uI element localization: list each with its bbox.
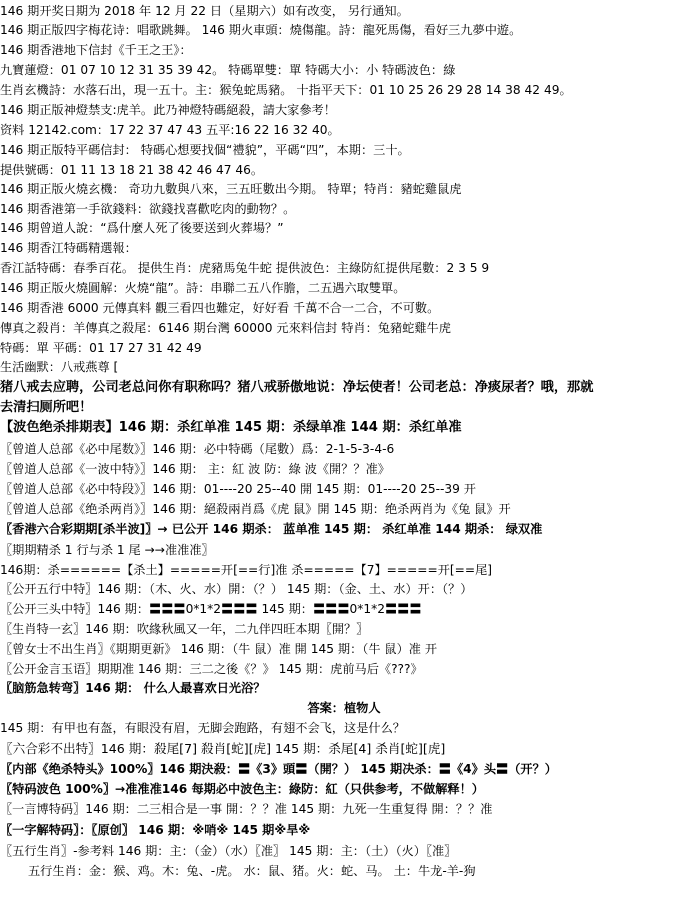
text-line: 〖五行生肖〗-参考料 146 期：主：（金）（水）〖准〗 145 期：主：（土）（火）〖准〗 (0, 844, 457, 858)
text-line: 〖公开五行中特〗146 期：（木、火、水）開：（？） 145 期：（金、土、水）开：（？） (0, 582, 473, 596)
text-line: 答案：植物人 (307, 701, 381, 715)
text-line: 146 期正版特平碼信封： 特碼心想要找個“禮貌”，平碼“四”，本期：三十。 (0, 143, 410, 157)
text-line: 〖特码波色 100%〗→准准准146 每期必中波色主：綠防：紅（只供参考，不做解释！） (0, 782, 484, 796)
text-line: 146 期正版神燈禁支:虎羊。此乃神燈特碼絕殺，請大家參考！ (0, 103, 336, 117)
text-line: 〖脑筋急转弯〗146 期： 什么人最喜欢日光浴？ (0, 681, 266, 695)
text-line: 〖曾道人总部《必中特段》〗146 期：01----20 25--40 開 145 期：01----20 25--39 开 (0, 482, 476, 496)
text-line: 〖曾道人总部《必中尾数》〗146 期：必中特碼（尾數）爲：2-1-5-3-4-6 (0, 442, 395, 456)
text-line: 〖曾道人总部《一波中特》〗146 期： 主：紅 波 防：綠 波《開？？准》 (0, 462, 390, 476)
text-line: 〖生肖特一玄〗146 期：吹緣秋風又一年，二九伴四旺本期〖開？〗 (0, 622, 369, 636)
text-line: 猪八戒去应聘，公司老总问你有职称吗？猪八戒骄傲地说：净坛使者！公司老总：净痰尿者？哦，那就 (0, 380, 594, 395)
text-line: 生活幽默：八戒燕尊 [ (0, 360, 119, 374)
text-line: 146 期香港第一手欲錢料：欲錢找喜歡吃肉的動物？。 (0, 202, 296, 216)
text-line: 146期：杀======【杀土】=====开[==行]准 杀=====【7】=====开[==尾] (0, 563, 493, 577)
text-line: 146 期正版火燒玄機： 奇功九數與八來，三五旺數出今期。 特單；特肖：豬蛇雞鼠虎 (0, 182, 462, 196)
text-line: 〖公开金言玉语〗期期准 146 期：三二之後《？》 145 期：虎前马后《???》 (0, 662, 423, 676)
text-line: 【波色绝杀排期表】146 期：杀红单准 145 期：杀绿单准 144 期：杀红单准 (0, 420, 462, 435)
text-line: 146 期曾道人說：“爲什麼人死了後要送到火葬場？” (0, 221, 284, 235)
text-line: 〖曾道人总部《绝杀两肖》〗146 期：絕殺兩肖爲《虎 鼠》開 145 期：绝杀两肖为《兔 鼠》开 (0, 502, 511, 516)
text-line: 资料 12142.com：17 22 37 47 43 五平:16 22 16 32 40。 (0, 123, 340, 137)
text-line: 〖公开三头中特〗146 期：〓〓〓0*1*2〓〓〓 145 期：〓〓〓0*1*2〓〓〓 (0, 602, 422, 616)
text-line: 〖曾女士不出生肖〗《期期更新》 146 期：（牛 鼠）准 開 145 期：（牛 鼠）准 开 (0, 642, 438, 656)
text-line: 特碼：單 平碼：01 17 27 31 42 49 (0, 341, 202, 355)
text-line: 〖期期精杀 1 行与杀 1 尾 →→准准准〗 (0, 543, 214, 557)
text-line: 145 期：有甲也有盔，有眼没有眉，无脚会跑路，有翅不会飞，这是什么？ (0, 721, 405, 735)
text-line: 146 期开奖日期为 2018 年 12 月 22 日（星期六）如有改变， 另行通知。 (0, 4, 409, 18)
text-line: 去清扫厕所吧！ (0, 400, 93, 415)
text-line: 生肖玄機詩：水落石出，現一五十。主：猴兔蛇馬豬。 十指平天下：01 10 25 26 29 28 14 38 42 49。 (0, 83, 572, 97)
text-line: 五行生肖：金：猴、鸡。木：兔、-虎。 水：鼠、猪。火：蛇、马。 土：牛龙-羊-狗 (28, 864, 476, 878)
text-line: 146 期香江特碼精選報： (0, 241, 137, 255)
text-line: 146 期正版火燒圓解：火燒“龍”。詩：串聯二五八作膽，二五遇六取雙單。 (0, 281, 406, 295)
text-line: 146 期香港地下信封《千王之王》： (0, 43, 192, 57)
text-line: 〖一言博特码〗146 期：二三相合是一事 開：？？准 145 期：九死一生重复得 開：？？准 (0, 802, 493, 816)
text-line: 〖内部《绝杀特头》100%〗146 期決殺：〓《3》頭〓（開？） 145 期决杀：〓《4》头〓（开？） (0, 762, 557, 776)
text-line: 九寶蓮燈：01 07 10 12 31 35 39 42。 特碼單雙：單 特碼大小：小 特碼波色：綠 (0, 63, 456, 77)
text-line: 〖六合彩不出特〗146 期：殺尾[7] 殺肖[蛇][虎] 145 期：杀尾[4] 杀肖[蛇][虎] (0, 741, 446, 756)
text-line: 傳真之殺肖：羊傳真之殺尾：6146 期台灣 60000 元來料信封 特肖：兔豬蛇雞牛虎 (0, 321, 451, 335)
text-line: 146 期香港 6000 元傳真料 觀三看四也難定，好好看 千萬不合一二合，不可數。 (0, 301, 440, 315)
text-line: 〖香港六合彩期期[杀半波]〗→ 已公开 146 期杀： 蓝单准 145 期： 杀红单准 144 期杀： 绿双准 (0, 522, 543, 536)
text-line: 香江話特碼：春季百花。 提供生肖：虎豬馬兔牛蛇 提供波色：主綠防紅提供尾數：2 3 5 9 (0, 261, 490, 275)
text-line: 提供號碼：01 11 13 18 21 38 42 46 47 46。 (0, 163, 264, 177)
text-line: 〖一字解特码〗：〖原创〗 146 期：※哨※ 145 期※旱※ (0, 823, 311, 837)
text-line: 146 期正版四字梅花诗：唱歌跳舞。 146 期火車頭：燒傷龍。詩：龍死馬傷，看好三九夢中遊。 (0, 23, 522, 37)
